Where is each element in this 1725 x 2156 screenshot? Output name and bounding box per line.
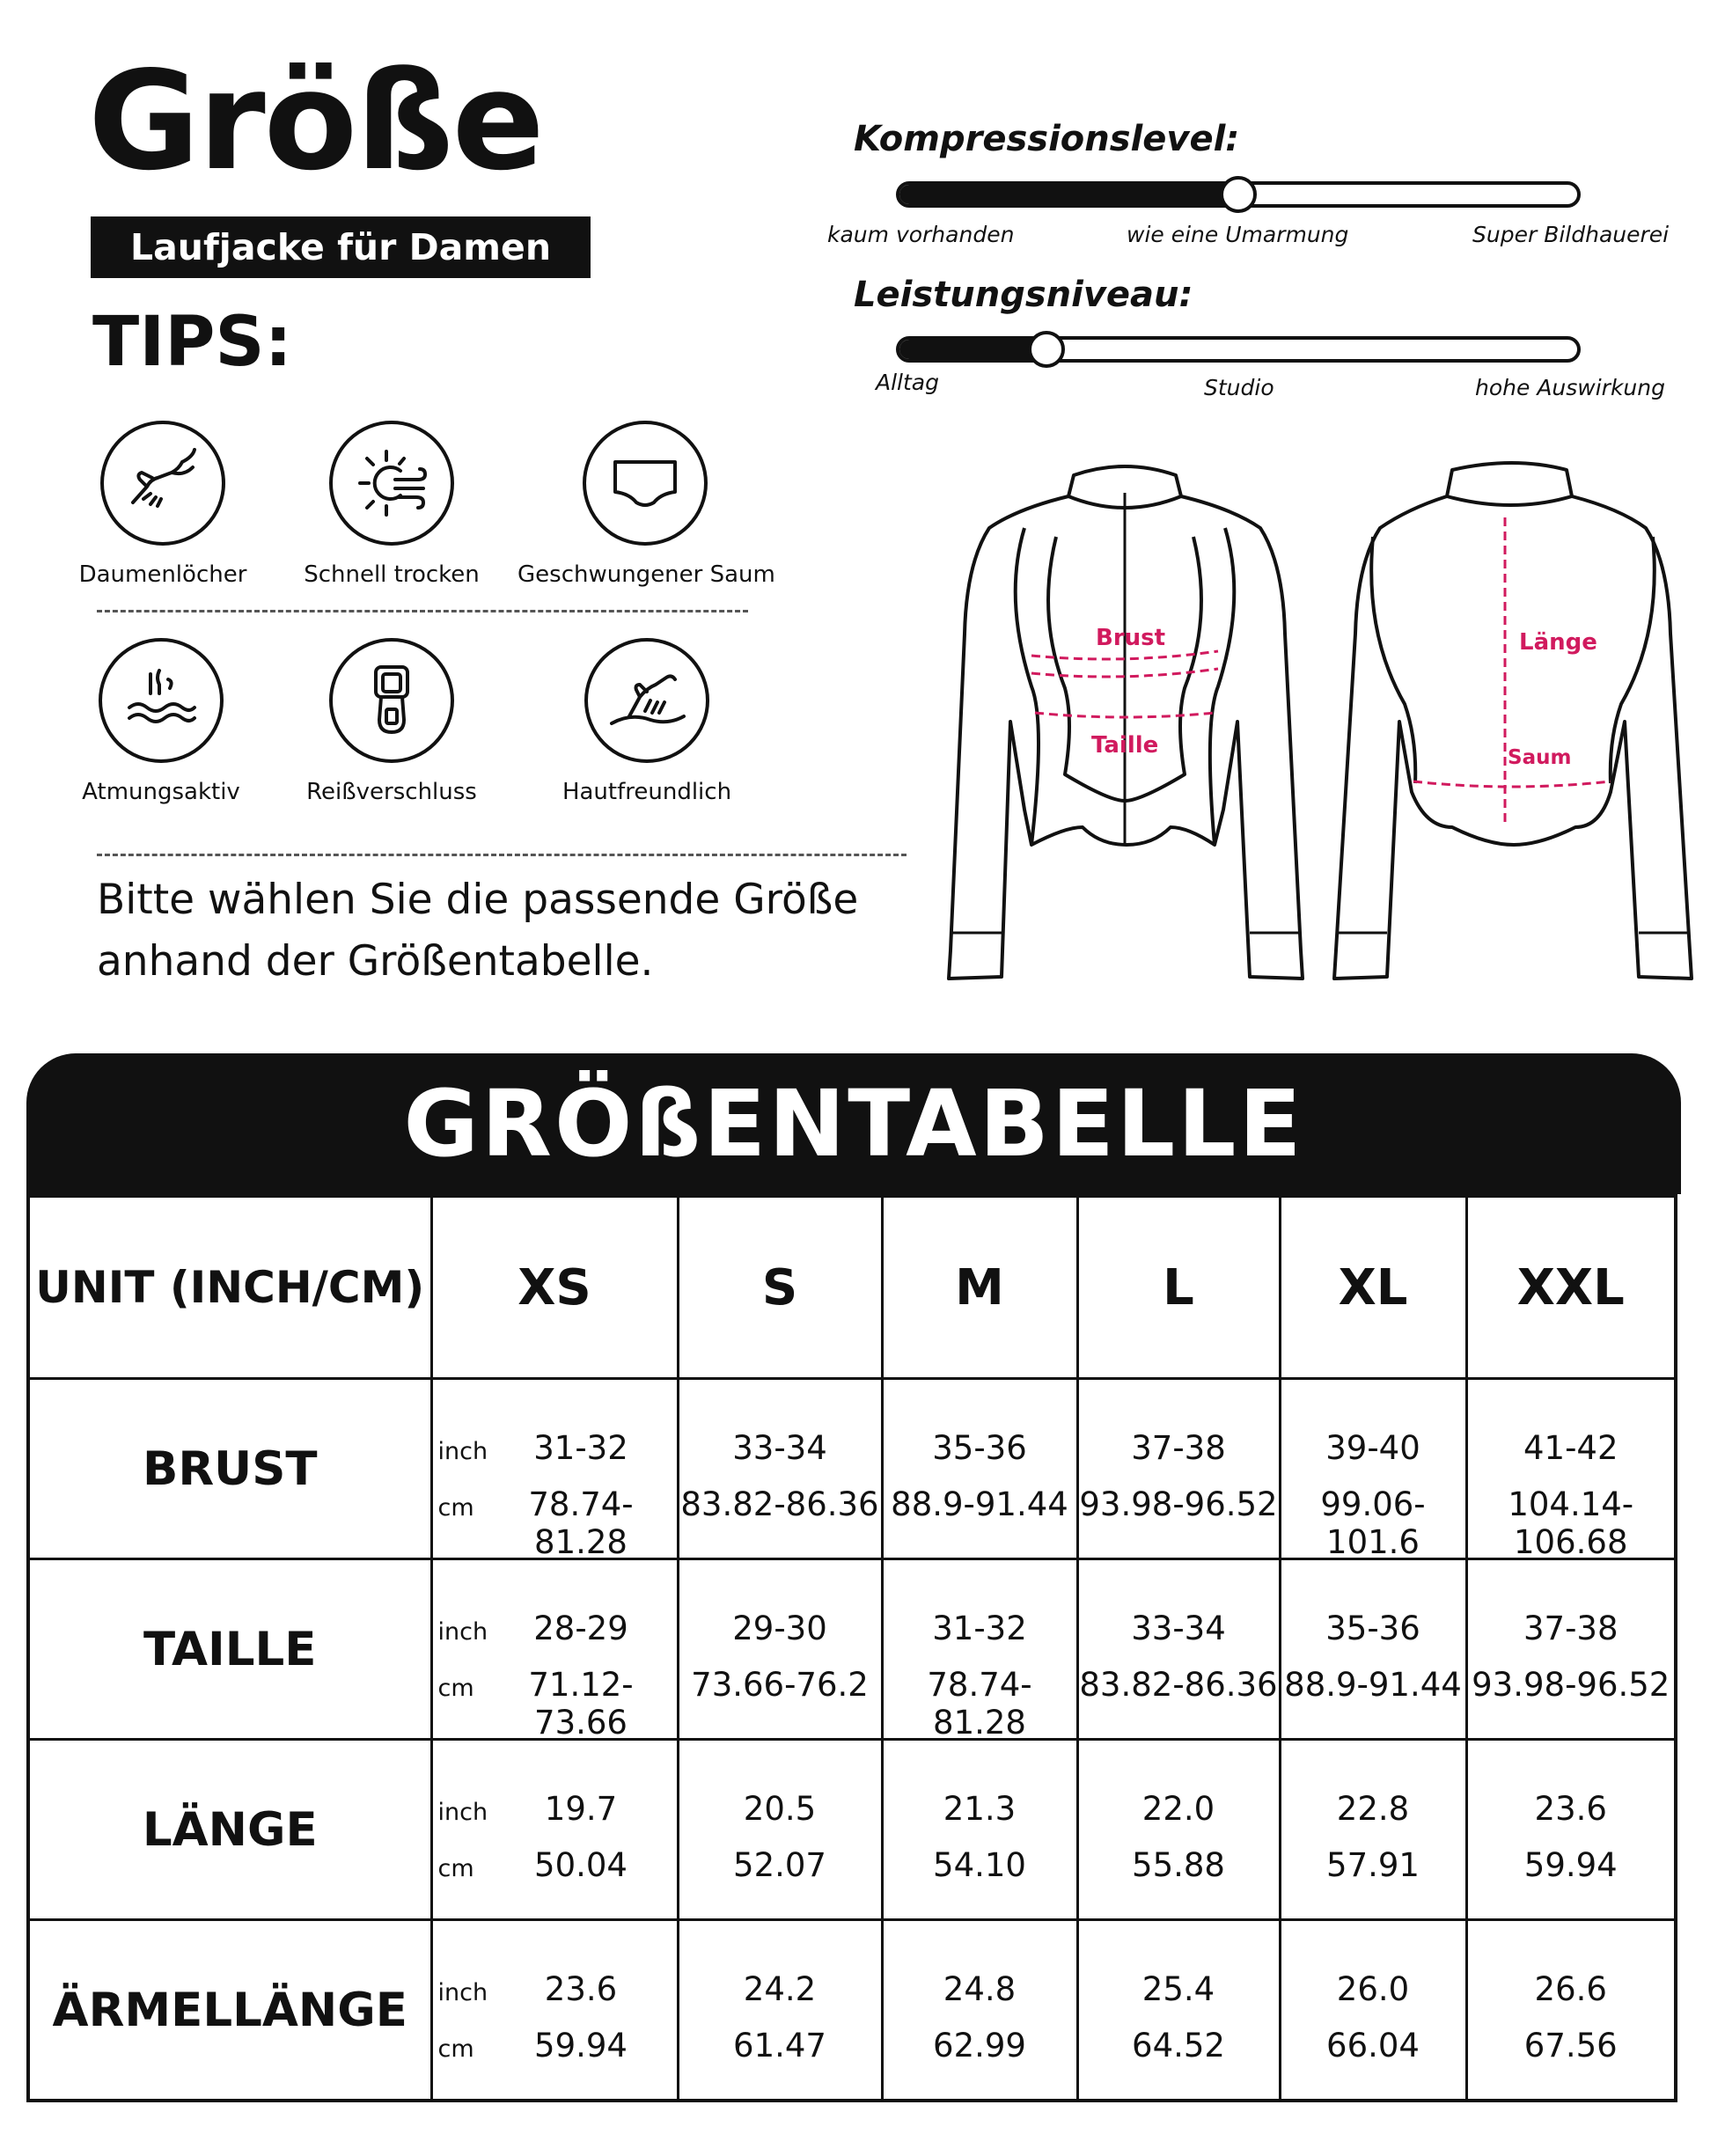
- row-label: ÄRMELLÄNGE: [28, 1920, 431, 2101]
- thumbhole-hand-icon: [100, 421, 225, 546]
- inch-value: 20.5: [743, 1790, 817, 1828]
- performance-tick-mid: Studio: [1204, 375, 1274, 400]
- size-chart: [26, 1053, 1681, 2092]
- unit-cm-label: cm: [437, 1675, 474, 1702]
- performance-tick-low: Alltag: [876, 370, 939, 395]
- feature-label: Geschwungener Saum: [518, 561, 775, 588]
- length-measure-label: Länge: [1519, 629, 1597, 656]
- hem-measure-label: Saum: [1508, 746, 1572, 769]
- cm-value: 88.9-91.44: [891, 1485, 1068, 1523]
- inch-value: 25.4: [1141, 1970, 1215, 2008]
- feature-label: Schnell trocken: [304, 561, 480, 588]
- size-cell: [678, 1740, 882, 1920]
- jacket-back-illustration: [1320, 458, 1707, 986]
- cm-value: 83.82-86.36: [1079, 1666, 1278, 1704]
- size-cell: [882, 1379, 1077, 1559]
- cm-value: 67.56: [1523, 2027, 1618, 2064]
- inch-value: 22.0: [1141, 1790, 1215, 1828]
- inch-value: 26.6: [1534, 1970, 1607, 2008]
- size-cell: [1280, 1379, 1466, 1559]
- table-row: [28, 1920, 1676, 2101]
- sun-wind-icon: [329, 421, 454, 546]
- size-cell: [431, 1559, 678, 1740]
- cm-value: 93.98-96.52: [1079, 1485, 1278, 1523]
- unit-inch-label: inch: [437, 1979, 488, 2006]
- product-subtitle: Laufjacke für Damen: [91, 216, 591, 278]
- row-label: TAILLE: [28, 1559, 431, 1740]
- size-cell: [1077, 1559, 1280, 1740]
- compression-tick-high: Super Bildhauerei: [1472, 222, 1670, 247]
- feature-breathable: [33, 638, 289, 805]
- size-cell: [1280, 1740, 1466, 1920]
- inch-value: 24.2: [743, 1970, 817, 2008]
- feature-label: Daumenlöcher: [78, 561, 247, 588]
- table-row: [28, 1740, 1676, 1920]
- size-cell: [431, 1920, 678, 2101]
- tips-heading: TIPS:: [92, 303, 292, 382]
- size-cell: [1466, 1740, 1676, 1920]
- performance-tick-high: hohe Auswirkung: [1475, 375, 1665, 400]
- cm-value: 61.47: [733, 2027, 826, 2064]
- curved-hem-icon: [583, 421, 708, 546]
- size-advice-text: Bitte wählen Sie die passende Größe anhand der Größentabelle.: [97, 876, 859, 986]
- inch-value: 21.3: [943, 1790, 1017, 1828]
- performance-level-fill: [899, 340, 1048, 359]
- compression-tick-low: kaum vorhanden: [827, 222, 1015, 247]
- cm-value: 104.14-106.68: [1508, 1485, 1634, 1561]
- cm-value: 54.10: [933, 1846, 1026, 1884]
- bust-measure-label: Brust: [1096, 625, 1166, 651]
- feature-curved-hem: [518, 421, 773, 588]
- cm-value: 52.07: [733, 1846, 826, 1884]
- inch-value: 23.6: [1534, 1790, 1607, 1828]
- inch-value: 41-42: [1523, 1429, 1619, 1467]
- cm-value: 99.06-101.6: [1320, 1485, 1426, 1561]
- unit-inch-label: inch: [437, 1618, 488, 1646]
- row-label: BRUST: [28, 1379, 431, 1559]
- performance-level-bar: [896, 336, 1581, 363]
- compression-level-fill: [899, 185, 1238, 204]
- cm-value: 93.98-96.52: [1472, 1666, 1670, 1704]
- inch-value: 28-29: [533, 1610, 628, 1647]
- size-cell: [882, 1740, 1077, 1920]
- cm-value: 83.82-86.36: [680, 1485, 879, 1523]
- cm-value: 71.12-73.66: [528, 1666, 634, 1742]
- inch-value: 31-32: [932, 1610, 1027, 1647]
- size-cell: [431, 1379, 678, 1559]
- jacket-front-illustration: [933, 458, 1320, 986]
- performance-level-knob: [1028, 331, 1065, 368]
- inch-value: 19.7: [544, 1790, 618, 1828]
- size-table: [26, 1194, 1677, 2102]
- unit-cm-label: cm: [437, 1494, 474, 1522]
- cm-value: 78.74-81.28: [528, 1485, 634, 1561]
- unit-inch-label: inch: [437, 1799, 488, 1826]
- feature-zipper: [264, 638, 519, 805]
- unit-header: UNIT (INCH/CM): [28, 1196, 431, 1379]
- size-cell: [1077, 1740, 1280, 1920]
- inch-value: 29-30: [732, 1610, 827, 1647]
- skin-friendly-hand-icon: [584, 638, 709, 763]
- unit-cm-label: cm: [437, 2035, 474, 2063]
- cm-value: 62.99: [933, 2027, 1026, 2064]
- inch-value: 22.8: [1336, 1790, 1410, 1828]
- feature-label: Atmungsaktiv: [82, 779, 240, 805]
- cm-value: 73.66-76.2: [691, 1666, 869, 1704]
- size-header: XXL: [1466, 1196, 1676, 1379]
- cm-value: 55.88: [1132, 1846, 1225, 1884]
- inch-value: 39-40: [1325, 1429, 1420, 1467]
- table-row: [28, 1379, 1676, 1559]
- size-cell: [1466, 1559, 1676, 1740]
- size-cell: [1280, 1559, 1466, 1740]
- page-title: Größe: [88, 41, 543, 201]
- compression-tick-mid: wie eine Umarmung: [1127, 222, 1349, 247]
- row-label: LÄNGE: [28, 1740, 431, 1920]
- size-cell: [1077, 1379, 1280, 1559]
- zipper-icon: [329, 638, 454, 763]
- inch-value: 33-34: [1131, 1610, 1226, 1647]
- divider: [97, 854, 907, 856]
- size-cell: [678, 1559, 882, 1740]
- inch-value: 26.0: [1336, 1970, 1410, 2008]
- table-body: [28, 1379, 1676, 2101]
- size-header: XS: [431, 1196, 678, 1379]
- size-cell: [882, 1559, 1077, 1740]
- cm-value: 78.74-81.28: [927, 1666, 1032, 1742]
- performance-title: Leistungsniveau:: [854, 275, 1193, 315]
- size-chart-title: GRÖßENTABELLE: [26, 1053, 1681, 1194]
- table-row: [28, 1559, 1676, 1740]
- cm-value: 64.52: [1132, 2027, 1225, 2064]
- size-cell: [1077, 1920, 1280, 2101]
- unit-inch-label: inch: [437, 1438, 488, 1465]
- feature-label: Reißverschluss: [306, 779, 477, 805]
- breathable-waves-icon: [99, 638, 224, 763]
- size-header: M: [882, 1196, 1077, 1379]
- feature-label: Hautfreundlich: [562, 779, 732, 805]
- inch-value: 23.6: [544, 1970, 618, 2008]
- divider: [97, 610, 748, 612]
- cm-value: 88.9-91.44: [1284, 1666, 1462, 1704]
- size-header: XL: [1280, 1196, 1466, 1379]
- inch-value: 37-38: [1131, 1429, 1226, 1467]
- inch-value: 35-36: [932, 1429, 1027, 1467]
- feature-quick-dry: [264, 421, 519, 588]
- inch-value: 35-36: [1325, 1610, 1420, 1647]
- inch-value: 24.8: [943, 1970, 1017, 2008]
- size-header: L: [1077, 1196, 1280, 1379]
- cm-value: 59.94: [1523, 1846, 1618, 1884]
- size-header: S: [678, 1196, 882, 1379]
- inch-value: 31-32: [533, 1429, 628, 1467]
- feature-thumbholes: [35, 421, 290, 588]
- size-cell: [678, 1920, 882, 2101]
- compression-level-knob: [1220, 176, 1257, 213]
- cm-value: 66.04: [1326, 2027, 1420, 2064]
- unit-cm-label: cm: [437, 1855, 474, 1882]
- size-cell: [1466, 1920, 1676, 2101]
- cm-value: 59.94: [534, 2027, 628, 2064]
- cm-value: 50.04: [534, 1846, 628, 1884]
- size-cell: [678, 1379, 882, 1559]
- size-cell: [431, 1740, 678, 1920]
- feature-skin-friendly: [519, 638, 774, 805]
- cm-value: 57.91: [1326, 1846, 1420, 1884]
- inch-value: 33-34: [732, 1429, 827, 1467]
- size-cell: [1466, 1379, 1676, 1559]
- waist-measure-label: Taille: [1091, 732, 1159, 759]
- table-header-row: [28, 1196, 1676, 1379]
- inch-value: 37-38: [1523, 1610, 1619, 1647]
- compression-title: Kompressionslevel:: [854, 119, 1240, 159]
- size-cell: [882, 1920, 1077, 2101]
- size-cell: [1280, 1920, 1466, 2101]
